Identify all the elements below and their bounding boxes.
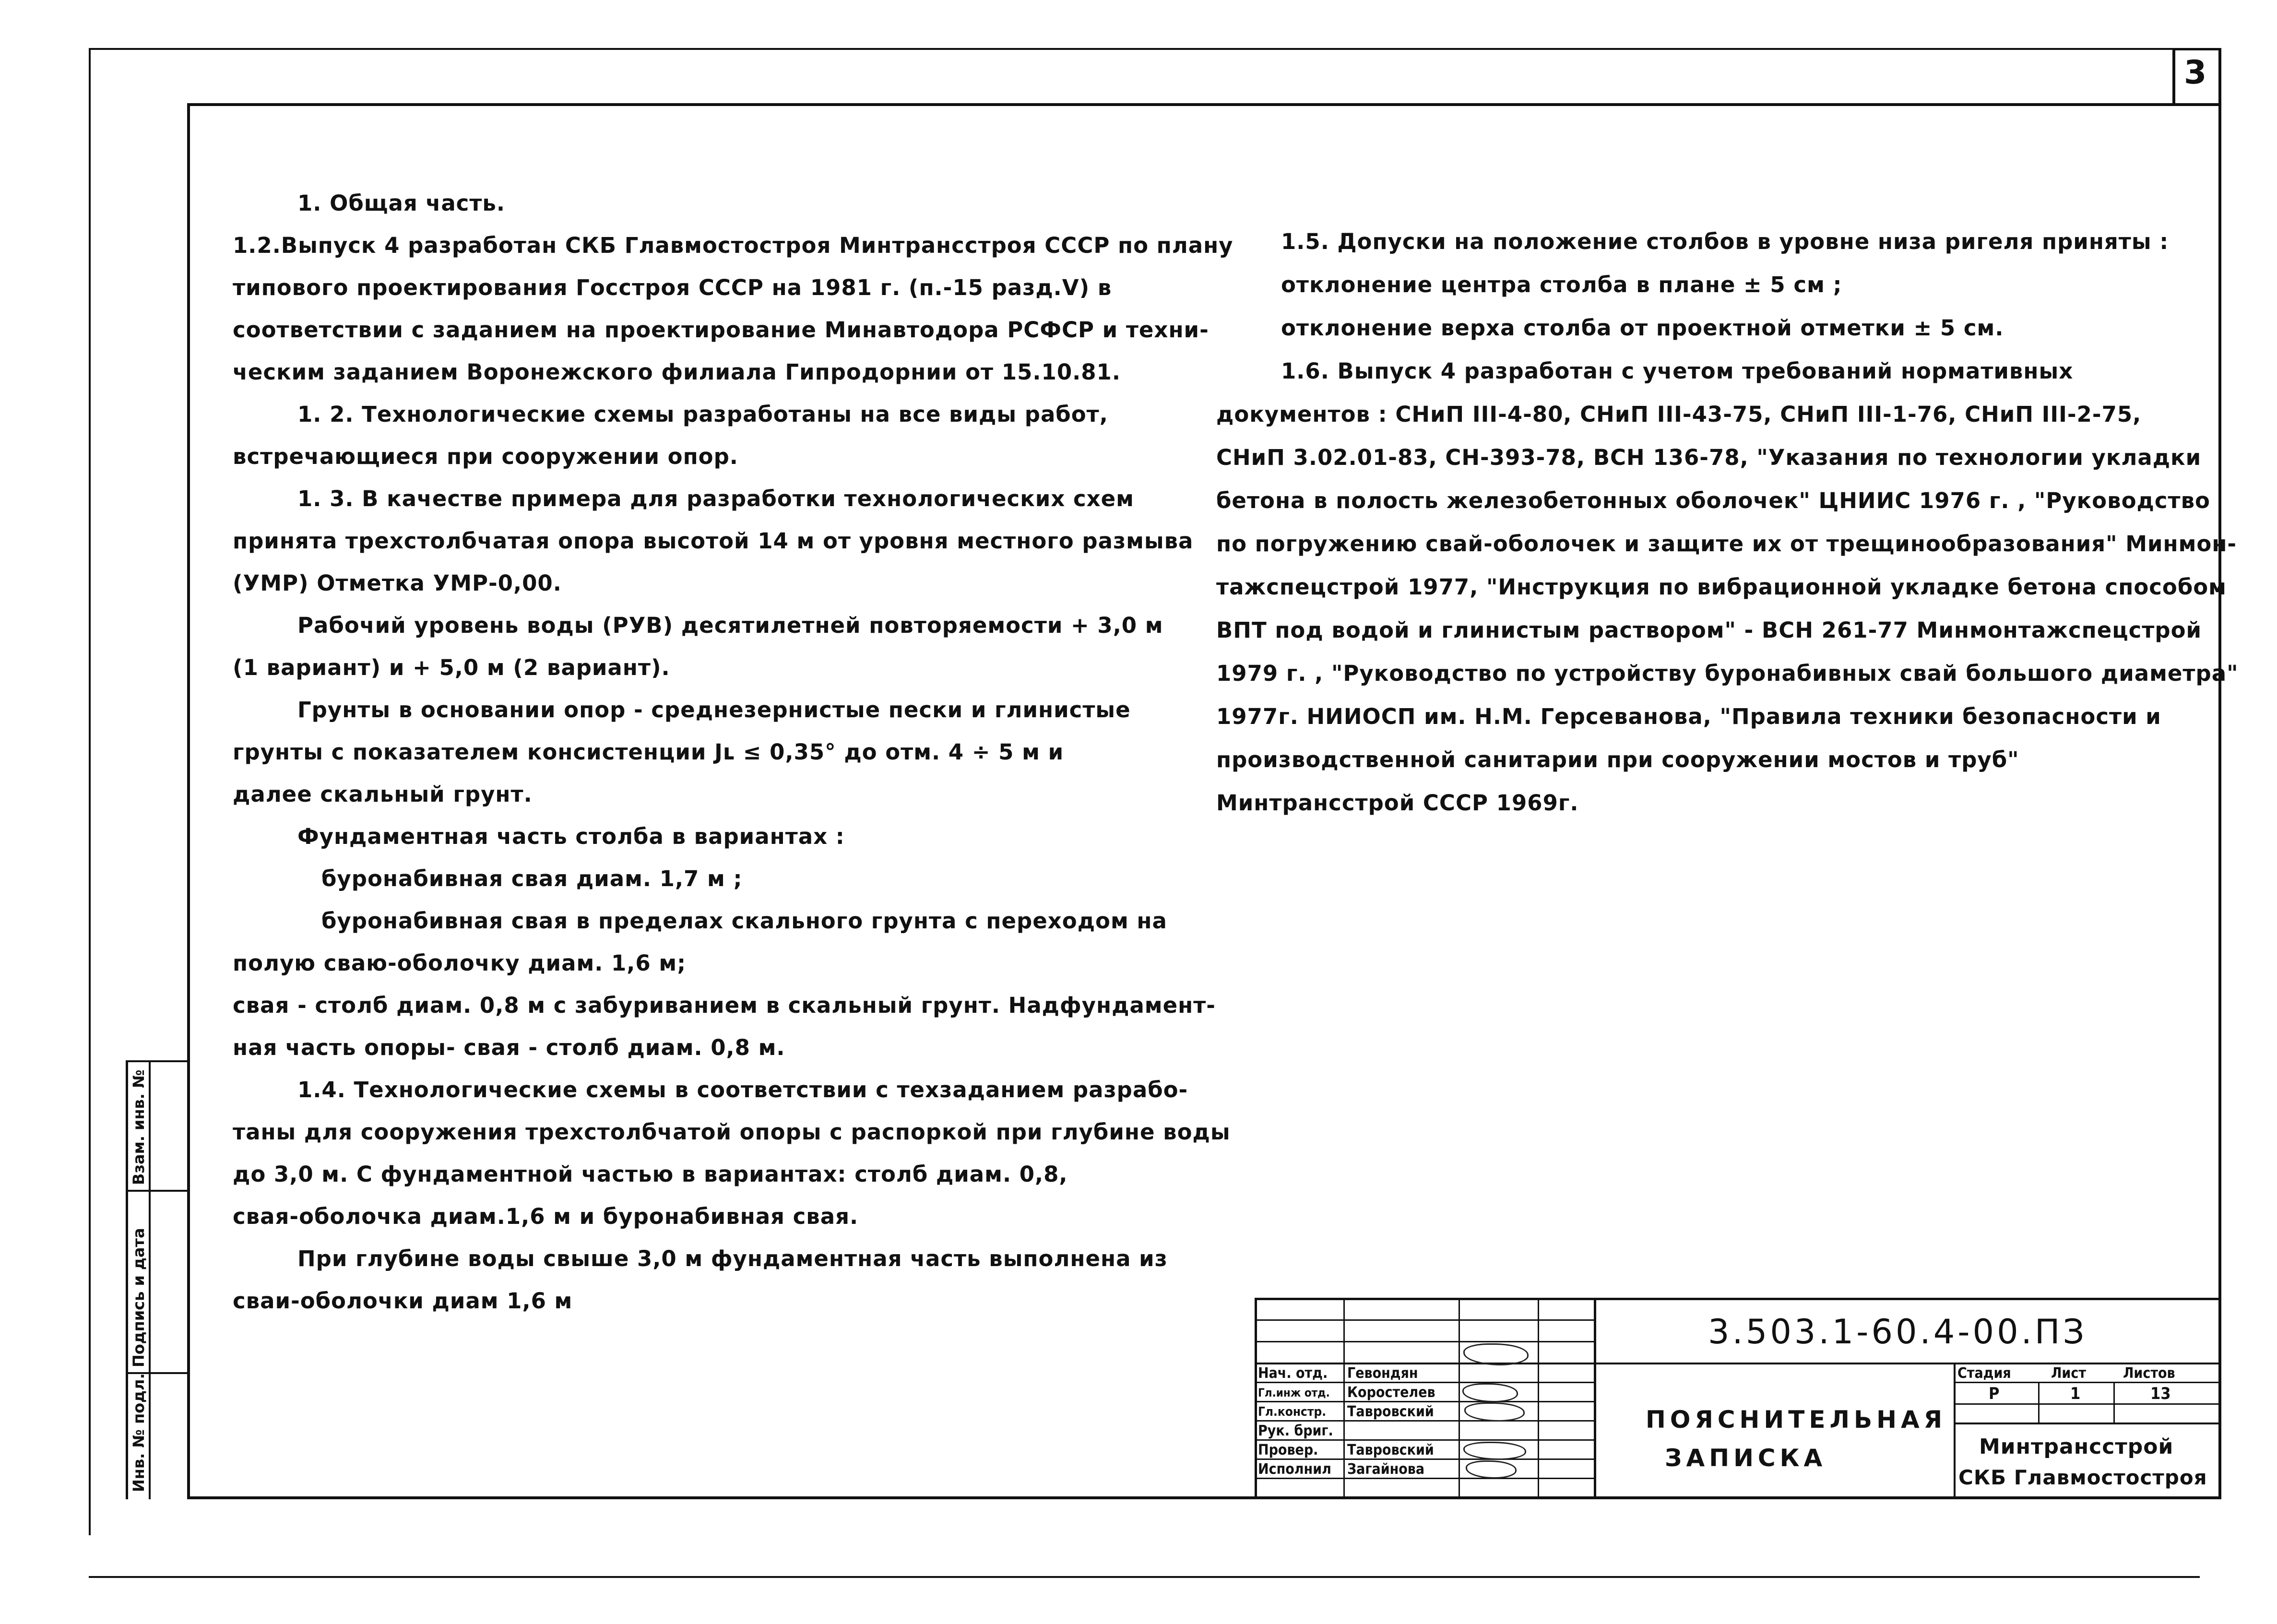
right-text-line: 1977г. НИИОСП им. Н.М. Герсеванова, "Правила техники безопасности и xyxy=(1216,704,2161,729)
outer-top-line xyxy=(89,48,2200,50)
right-text-line: бетона в полость железобетонных оболочек" ЦНИИС 1976 г. , "Руководство xyxy=(1216,488,2210,513)
sheet-label: Лист xyxy=(2051,1365,2086,1382)
role-4: Рук. бриг. xyxy=(1258,1422,1333,1439)
sheet-value: 1 xyxy=(2070,1384,2081,1403)
side-strip-top xyxy=(126,1060,188,1062)
side-strip-div1 xyxy=(126,1190,188,1192)
left-text-line: 1. Общая часть. xyxy=(297,190,505,216)
left-text-line: ная часть опоры- свая - столб диам. 0,8 м. xyxy=(233,1035,785,1060)
signature-6 xyxy=(1466,1460,1517,1479)
sheet-box-top xyxy=(2172,48,2221,50)
right-text-line: ВПТ под водой и глинистым раствором" - ВСН 261-77 Минмонтажспецстрой xyxy=(1216,617,2202,643)
right-text-line: Минтрансстрой СССР 1969г. xyxy=(1216,790,1579,816)
role-5: Провер. xyxy=(1258,1442,1318,1458)
frame-right-line xyxy=(2218,86,2221,1499)
document-title-line1: ПОЯСНИТЕЛЬНАЯ xyxy=(1646,1406,1947,1434)
sheet-box-right xyxy=(2218,48,2221,103)
left-text-line: соответствии с заданием на проектирование Минавтодора РСФСР и техни- xyxy=(233,317,1209,343)
outer-left-line xyxy=(89,48,91,1535)
role-6: Исполнил xyxy=(1258,1461,1331,1478)
name-3: Тавровский xyxy=(1347,1403,1434,1420)
side-strip-left xyxy=(126,1060,128,1499)
document-designation: 3.503.1-60.4-00.ПЗ xyxy=(1708,1312,2087,1351)
left-text-line: полую сваю-оболочку диам. 1,6 м; xyxy=(233,950,687,976)
signature-2 xyxy=(1462,1383,1518,1402)
org-line1: Минтрансстрой xyxy=(1979,1434,2174,1459)
sheets-value: 13 xyxy=(2150,1384,2171,1403)
name-5: Тавровский xyxy=(1347,1442,1434,1458)
sheets-label: Листов xyxy=(2123,1365,2175,1382)
left-text-line: ческим заданием Воронежского филиала Гипродорнии от 15.10.81. xyxy=(233,359,1121,385)
left-text-line: (УМР) Отметка УМР-0,00. xyxy=(233,570,562,596)
document-title-line2: ЗАПИСКА xyxy=(1665,1444,1827,1472)
sheet-box-left xyxy=(2172,48,2175,103)
right-text-line: отклонение верха столба от проектной отметки ± 5 см. xyxy=(1281,315,2004,341)
left-text-line: Фундаментная часть столба в вариантах : xyxy=(297,824,845,849)
left-text-line: свая - столб диам. 0,8 м с забуриванием в скальный грунт. Надфундамент- xyxy=(233,993,1216,1018)
frame-bottom-line xyxy=(187,1496,2221,1499)
right-text-line: по погружению свай-оболочек и защите их от трещинообразования" Минмон- xyxy=(1216,531,2237,557)
role-3: Гл.констр. xyxy=(1258,1405,1327,1419)
left-text-line: типового проектирования Госстроя СССР на 1981 г. (п.-15 разд.V) в xyxy=(233,275,1112,300)
outer-bottom-line xyxy=(89,1576,2200,1578)
signature-5 xyxy=(1463,1442,1526,1460)
left-text-line: сваи-оболочки диам 1,6 м xyxy=(233,1288,573,1314)
right-text-line: СНиП 3.02.01-83, СН-393-78, ВСН 136-78, "Указания по технологии укладки xyxy=(1216,445,2202,470)
stage-value: Р xyxy=(1989,1384,2000,1403)
name-6: Загайнова xyxy=(1347,1461,1425,1478)
left-text-line: Грунты в основании опор - среднезернистые пески и глинистые xyxy=(297,697,1131,723)
left-text-line: (1 вариант) и + 5,0 м (2 вариант). xyxy=(233,655,670,680)
role-2: Гл.инж отд. xyxy=(1258,1386,1330,1399)
left-text-line: 1.4. Технологические схемы в соответствии с техзаданием разрабо- xyxy=(297,1077,1188,1102)
left-text-line: 1. 2. Технологические схемы разработаны на все виды работ, xyxy=(297,402,1108,427)
stage-label: Стадия xyxy=(1957,1365,2011,1382)
right-text-line: отклонение центра столба в плане ± 5 см ; xyxy=(1281,272,1842,297)
right-text-line: производственной санитарии при сооружении мостов и труб" xyxy=(1216,747,2019,772)
frame-left-line xyxy=(187,103,190,1499)
right-text-line: документов : СНиП III-4-80, СНиП III-43-75, СНиП III-1-76, СНиП III-2-75, xyxy=(1216,402,2142,427)
left-text-line: буронабивная свая диам. 1,7 м ; xyxy=(321,866,743,891)
left-text-line: таны для сооружения трехстолбчатой опоры с распоркой при глубине воды xyxy=(233,1119,1231,1145)
signature-3 xyxy=(1464,1402,1525,1422)
sheet-number: 3 xyxy=(2184,54,2207,92)
right-text-line: тажспецстрой 1977, "Инструкция по вибрационной укладке бетона способом xyxy=(1216,574,2227,600)
left-text-line: грунты с показателем консистенции Jʟ ≤ 0,35° до отм. 4 ÷ 5 м и xyxy=(233,739,1064,765)
left-text-line: При глубине воды свыше 3,0 м фундаментная часть выполнена из xyxy=(297,1246,1168,1271)
side-strip-mid xyxy=(149,1060,151,1499)
right-text-line: 1.6. Выпуск 4 разработан с учетом требований нормативных xyxy=(1281,358,2074,384)
left-text-line: принята трехстолбчатая опора высотой 14 м от уровня местного размыва xyxy=(233,528,1194,554)
right-text-line: 1979 г. , "Руководство по устройству буронабивных свай большого диаметра" xyxy=(1216,661,2239,686)
name-1: Гевондян xyxy=(1347,1365,1418,1382)
left-text-line: буронабивная свая в пределах скального грунта с переходом на xyxy=(321,908,1167,934)
left-text-line: до 3,0 м. С фундаментной частью в вариантах: столб диам. 0,8, xyxy=(233,1162,1068,1187)
role-1: Нач. отд. xyxy=(1258,1365,1328,1382)
side-inv-label: Инв. № подл. xyxy=(130,1373,148,1492)
left-text-line: 1. 3. В качестве примера для разработки технологических схем xyxy=(297,486,1134,511)
left-text-line: встречающиеся при сооружении опор. xyxy=(233,444,738,469)
name-2: Коростелев xyxy=(1347,1384,1435,1401)
left-text-line: свая-оболочка диам.1,6 м и буронабивная свая. xyxy=(233,1204,859,1229)
left-text-line: далее скальный грунт. xyxy=(233,782,533,807)
side-sign-label: Подпись и дата xyxy=(130,1228,148,1367)
org-line2: СКБ Главмостостроя xyxy=(1958,1466,2207,1489)
frame-top-line xyxy=(187,103,2221,106)
side-replace-label: Взам. инв. № xyxy=(130,1069,148,1185)
left-text-line: Рабочий уровень воды (РУВ) десятилетней повторяемости + 3,0 м xyxy=(297,613,1163,638)
right-text-line: 1.5. Допуски на положение столбов в уровне низа ригеля приняты : xyxy=(1281,229,2169,254)
left-text-line: 1.2.Выпуск 4 разработан СКБ Главмостостроя Минтрансстроя СССР по плану xyxy=(233,233,1233,258)
